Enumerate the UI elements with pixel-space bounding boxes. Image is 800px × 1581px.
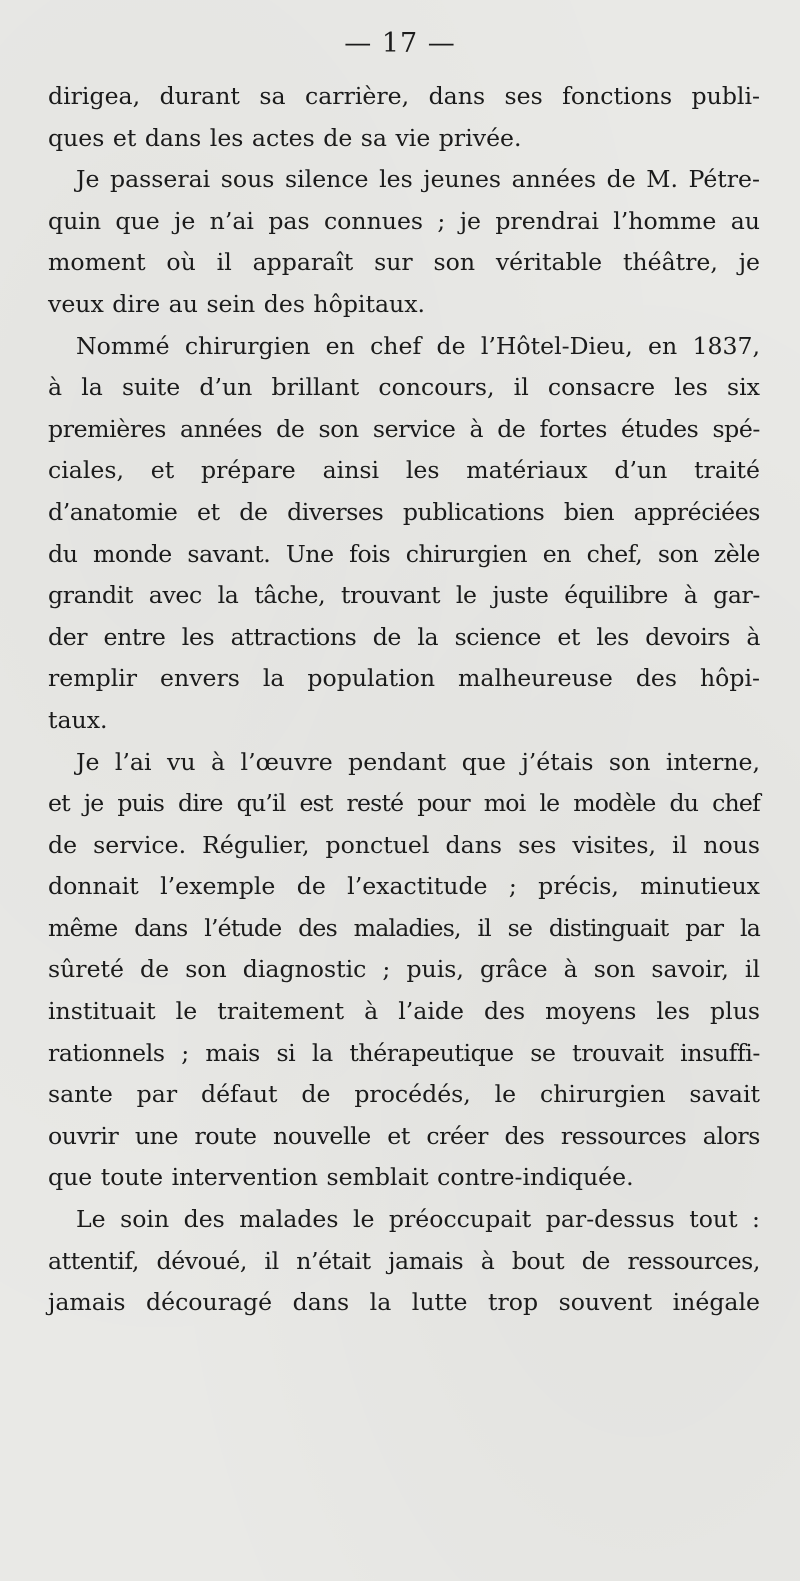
text-line: rationnels ; mais si la thérapeutique se trouvait insuffi-	[48, 1038, 760, 1067]
text-line: que toute intervention semblait contre-indiquée.	[48, 1163, 634, 1192]
text-line: moment où il apparaît sur son véritable théâtre, je	[48, 248, 760, 277]
text-line: à la suite d’un brillant concours, il consacre les six	[48, 373, 760, 402]
text-line: et je puis dire qu’il est resté pour moi le modèle du chef	[48, 789, 760, 818]
text-line: Nommé chirurgien en chef de l’Hôtel-Dieu, en 1837,	[76, 331, 760, 360]
text-line: taux.	[48, 705, 108, 734]
text-line: donnait l’exemple de l’exactitude ; précis, minutieux	[48, 872, 760, 901]
text-line: ouvrir une route nouvelle et créer des ressources alors	[48, 1121, 760, 1150]
text-line: même dans l’étude des maladies, il se distinguait par la	[48, 913, 760, 942]
page-number: — 17 —	[344, 28, 456, 59]
text-line: instituait le traitement à l’aide des moyens les plus	[48, 997, 760, 1026]
text-line: de service. Régulier, ponctuel dans ses visites, il nous	[48, 830, 760, 859]
body-text	[48, 76, 760, 1324]
text-line: d’anatomie et de diverses publications bien appréciées	[48, 497, 760, 526]
text-line: sûreté de son diagnostic ; puis, grâce à son savoir, il	[48, 955, 760, 984]
text-line: Le soin des malades le préoccupait par-dessus tout :	[76, 1205, 760, 1234]
text-line: remplir envers la population malheureuse des hôpi-	[48, 664, 760, 693]
text-line: Je passerai sous silence les jeunes années de M. Pétre-	[76, 165, 760, 194]
text-line: du monde savant. Une fois chirurgien en chef, son zèle	[48, 539, 760, 568]
text-line: jamais découragé dans la lutte trop souvent inégale	[48, 1288, 760, 1317]
text-line: ques et dans les actes de sa vie privée.	[48, 123, 522, 152]
text-line: der entre les attractions de la science et les devoirs à	[48, 622, 760, 651]
text-line: sante par défaut de procédés, le chirurgien savait	[48, 1080, 760, 1109]
text-line: dirigea, durant sa carrière, dans ses fonctions publi-	[48, 82, 760, 110]
text-line: Je l’ai vu à l’œuvre pendant que j’étais son interne,	[76, 747, 760, 776]
text-line: attentif, dévoué, il n’était jamais à bout de ressources,	[48, 1246, 760, 1275]
text-line: grandit avec la tâche, trouvant le juste équilibre à gar-	[48, 581, 760, 610]
text-line: ciales, et prépare ainsi les matériaux d’un traité	[48, 456, 760, 485]
text-line: quin que je n’ai pas connues ; je prendrai l’homme au	[48, 206, 760, 235]
text-line: veux dire au sein des hôpitaux.	[48, 289, 426, 318]
text-line: premières années de son service à de fortes études spé-	[48, 414, 760, 443]
